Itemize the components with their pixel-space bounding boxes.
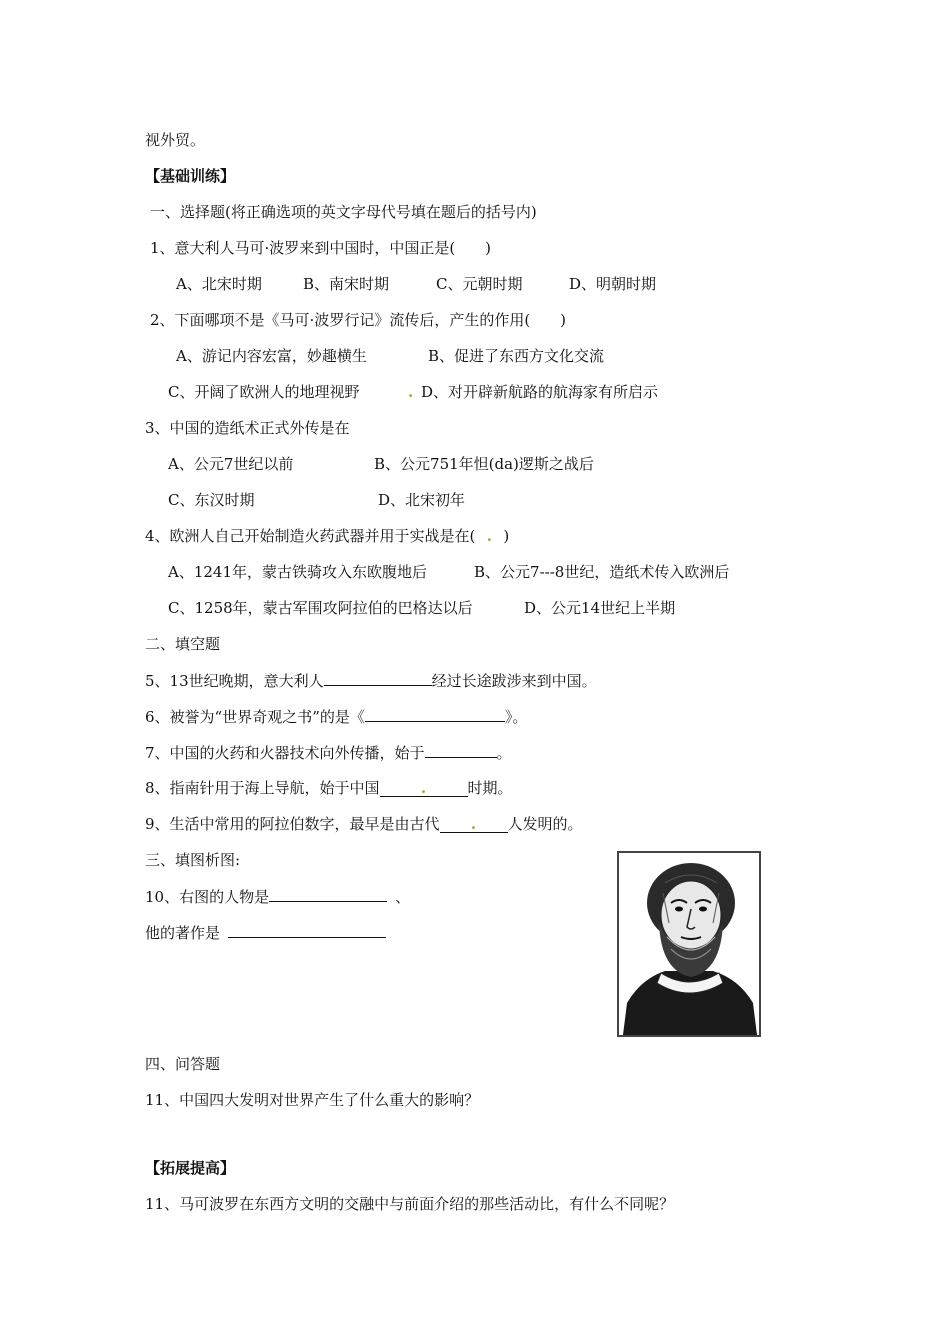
top-fragment: 视外贸。 (145, 131, 206, 149)
q2-mark (408, 382, 413, 402)
q6: 6、被誉为“世界奇观之书”的是《 》。 (145, 708, 528, 726)
q4-text: 4、欧洲人自己开始制造火药武器并用于实战是在( . ) (145, 527, 510, 545)
q10-work-blank[interactable] (228, 922, 386, 938)
section2-title: 二、填空题 (145, 635, 221, 653)
q2-option-b: B、促进了东西方文化交流 (428, 347, 605, 365)
q2-text: 2、下面哪项不是《马可·波罗行记》流传后，产生的作用( ) (150, 311, 567, 329)
q9-answer-blank[interactable] (440, 817, 508, 833)
q1-option-a: A、北宋时期 (176, 275, 262, 293)
q3-text: 3、中国的造纸术正式外传是在 (145, 419, 350, 437)
q5: 5、13世纪晚期，意大利人 经过长途跋涉来到中国。 (145, 672, 597, 690)
portrait-engraving (619, 853, 759, 1035)
q10-line1: 10、右图的人物是 、 (145, 888, 411, 906)
section3-title: 三、填图析图: (145, 851, 241, 869)
marco-polo-portrait (617, 851, 761, 1037)
q2-option-d: D、对开辟新航路的航海家有所启示 (421, 383, 659, 401)
q1-option-b: B、南宋时期 (303, 275, 390, 293)
q4-option-d: D、公元14世纪上半期 (524, 599, 676, 617)
q2-option-a: A、游记内容宏富，妙趣横生 (176, 347, 367, 365)
q11-text: 11、中国四大发明对世界产生了什么重大的影响？ (145, 1091, 480, 1109)
mark-dot: . (470, 815, 477, 833)
q6-answer-blank[interactable] (365, 706, 505, 722)
q5-answer-blank[interactable] (324, 670, 432, 686)
q4-option-c: C、1258年，蒙古军围攻阿拉伯的巴格达以后 (168, 599, 473, 617)
q4-option-a: A、1241年，蒙古铁骑攻入东欧腹地后 (168, 563, 428, 581)
section4-title: 四、问答题 (145, 1055, 221, 1073)
mark-dot: . (486, 527, 493, 545)
mark-dot: . (420, 779, 427, 797)
basic-training-heading: 【基础训练】 (145, 167, 236, 185)
extension-q11-text: 11、马可波罗在东西方文明的交融中与前面介绍的那些活动比，有什么不同呢？ (145, 1195, 675, 1213)
mark-dot: . (408, 383, 414, 401)
q8: 8、指南针用于海上导航，始于中国 . 时期。 (145, 779, 513, 797)
q3-option-d: D、北宋初年 (378, 491, 466, 509)
q3-option-c: C、东汉时期 (168, 491, 255, 509)
q3-option-a: A、公元7世纪以前 (168, 455, 294, 473)
q9: 9、生活中常用的阿拉伯数字，最早是由古代 . 人发明的。 (145, 815, 583, 833)
q3-option-b: B、公元751年怛(da)逻斯之战后 (374, 455, 594, 473)
q7: 7、中国的火药和火器技术向外传播，始于 。 (145, 744, 512, 762)
extension-heading: 【拓展提高】 (145, 1159, 236, 1177)
section1-title: 一、选择题(将正确选项的英文字母代号填在题后的括号内) (150, 203, 537, 221)
q1-text: 1、意大利人马可·波罗来到中国时，中国正是( ) (150, 239, 492, 257)
q8-answer-blank[interactable] (380, 781, 468, 797)
q2-option-c: C、开阔了欧洲人的地理视野 (168, 383, 360, 401)
q1-option-c: C、元朝时期 (436, 275, 523, 293)
q10-person-blank[interactable] (269, 886, 387, 902)
q10-line2: 他的著作是 (145, 922, 386, 943)
q7-answer-blank[interactable] (425, 742, 497, 758)
q4-option-b: B、公元7---8世纪，造纸术传入欧洲后 (474, 563, 730, 581)
q1-option-d: D、明朝时期 (569, 275, 657, 293)
